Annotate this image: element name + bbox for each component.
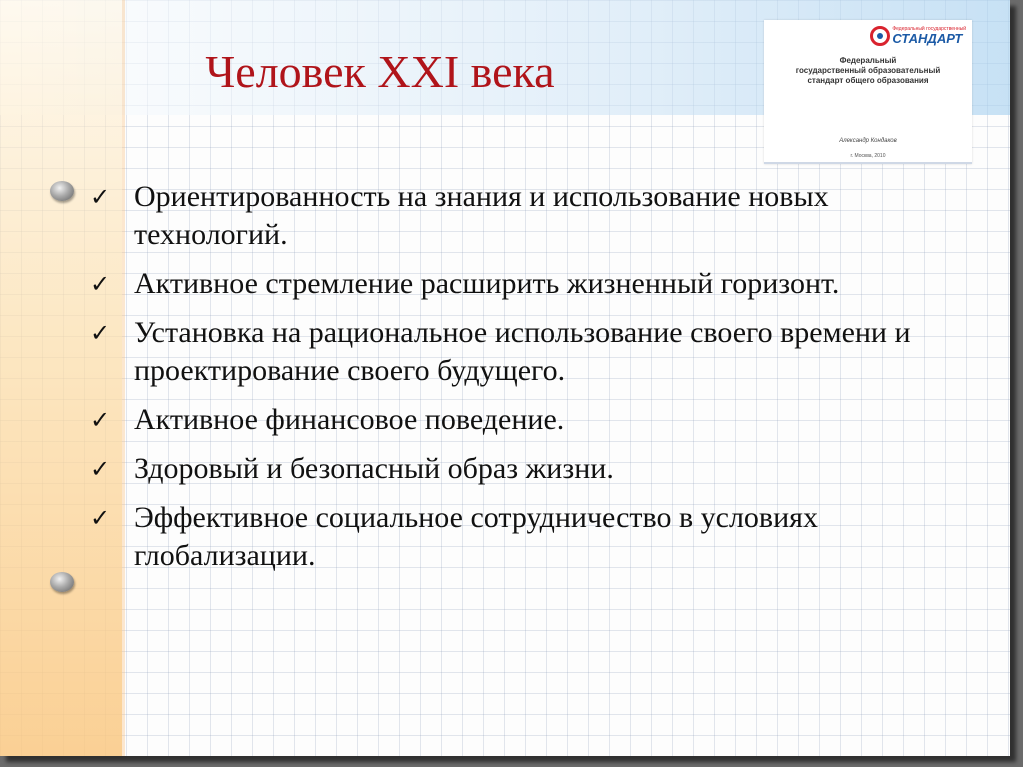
binder-ring-icon (50, 572, 74, 592)
list-item (90, 178, 970, 254)
list-item (90, 499, 970, 575)
check-mark-icon: ✓ (90, 319, 111, 347)
standard-logo (870, 26, 966, 46)
cover-title: Федеральный государственный образовательный стандарт общего образования (795, 56, 941, 85)
logo-caption: Федеральный государственный (892, 26, 966, 32)
list-item-text: Здоровый и безопасный образ жизни. (134, 452, 614, 485)
list-item (90, 314, 970, 390)
list-item-text: Ориентированность на знания и использование новых технологий. (134, 180, 829, 251)
check-mark-icon: ✓ (90, 455, 111, 483)
list-item-text: Установка на рациональное использование своего времени и проектирование своего будущего. (134, 316, 911, 387)
list-item-text: Эффективное социальное сотрудничество в условиях глобализации. (134, 501, 818, 572)
bullet-list (90, 178, 970, 586)
check-mark-icon: ✓ (90, 183, 111, 211)
logo-word: СТАНДАРТ (892, 31, 963, 46)
book-cover-image (764, 20, 972, 164)
logo-icon (870, 26, 890, 46)
cover-city: г. Москва, 2010 (850, 153, 886, 159)
slide-title: Человек XXI века (205, 46, 555, 97)
list-item-text: Активное финансовое поведение. (134, 403, 565, 436)
cover-author: Александр Кондаков (839, 138, 897, 144)
binder-ring-icon (50, 181, 74, 201)
list-item (90, 450, 970, 488)
list-item-text: Активное стремление расширить жизненный горизонт. (134, 267, 840, 300)
check-mark-icon: ✓ (90, 270, 111, 298)
check-mark-icon: ✓ (90, 406, 111, 434)
check-mark-icon: ✓ (90, 504, 111, 532)
list-item (90, 401, 970, 439)
list-item (90, 265, 970, 303)
cover-rule (764, 162, 972, 164)
